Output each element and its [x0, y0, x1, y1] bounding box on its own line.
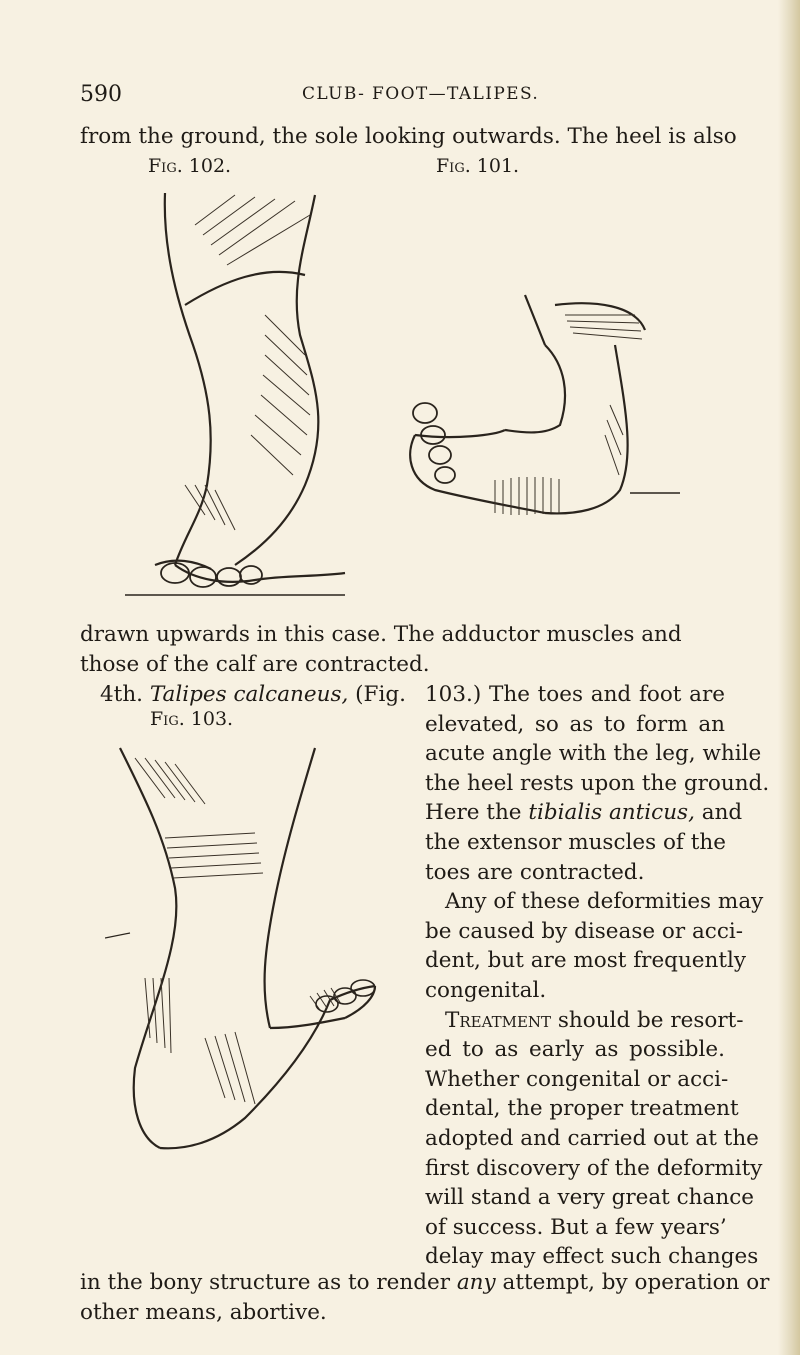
col-line: Any of these deformities may [445, 889, 764, 915]
col-line: 103.) The toes and foot are [425, 682, 725, 707]
text-column [425, 680, 770, 1272]
term-talipes-calcaneus: Talipes calcaneus, [149, 682, 349, 707]
col-line: adopted and carried out at the [425, 1125, 759, 1151]
body-line-2: those of the calf are contracted. [80, 652, 430, 677]
fig102-illustration [115, 185, 360, 615]
fig101-caption: Fig. 101. [436, 155, 520, 177]
body-line-1: drawn upwards in this case. The adductor muscles and [80, 622, 682, 647]
col-line: ed to as early as possible. [425, 1037, 725, 1063]
fig101-illustration [395, 285, 685, 530]
col-line: Whether congenital or acci- [425, 1066, 729, 1092]
page-number: 590 [80, 82, 122, 107]
col-line: will stand a very great chance [425, 1185, 754, 1211]
col-line: be caused by disease or acci- [425, 918, 744, 944]
intro-line: from the ground, the sole looking outwards. The heel is also [80, 124, 737, 149]
final-line-2: other means, abortive. [80, 1300, 327, 1325]
col-line: Here the tibialis anticus, and [425, 800, 743, 826]
emphasis-any: any [456, 1270, 496, 1295]
col-line: congenital. [425, 977, 547, 1003]
fig-ref: (Fig. [355, 682, 406, 707]
col-line: the extensor muscles of the [425, 829, 726, 855]
fig103-caption: Fig. 103. [150, 708, 234, 730]
col-line: Treatment should be resort- [445, 1007, 744, 1033]
fig102-caption: Fig. 102. [148, 155, 232, 177]
col-line: acute angle with the leg, while [425, 741, 762, 767]
page-header [80, 82, 720, 112]
col-line: the heel rests upon the ground. [425, 770, 770, 796]
body-line-3 [100, 680, 406, 710]
col-line: of success. But a few years’ [425, 1214, 727, 1240]
col-line: dent, but are most frequently [425, 948, 747, 974]
page-edge-shadow [778, 0, 800, 1355]
section-number: 4th. [100, 682, 143, 707]
final-line-1: in the bony structure as to render any attempt, by operation or [80, 1270, 770, 1295]
fig103-illustration [105, 738, 395, 1158]
col-line: toes are contracted. [425, 859, 645, 885]
col-line: elevated, so as to form an [425, 711, 725, 737]
col-line: delay may effect such changes [425, 1244, 759, 1270]
running-head: CLUB- FOOT—TALIPES. [302, 84, 540, 104]
col-line: first discovery of the deformity [425, 1155, 763, 1181]
col-line: dental, the proper treatment [425, 1096, 739, 1122]
